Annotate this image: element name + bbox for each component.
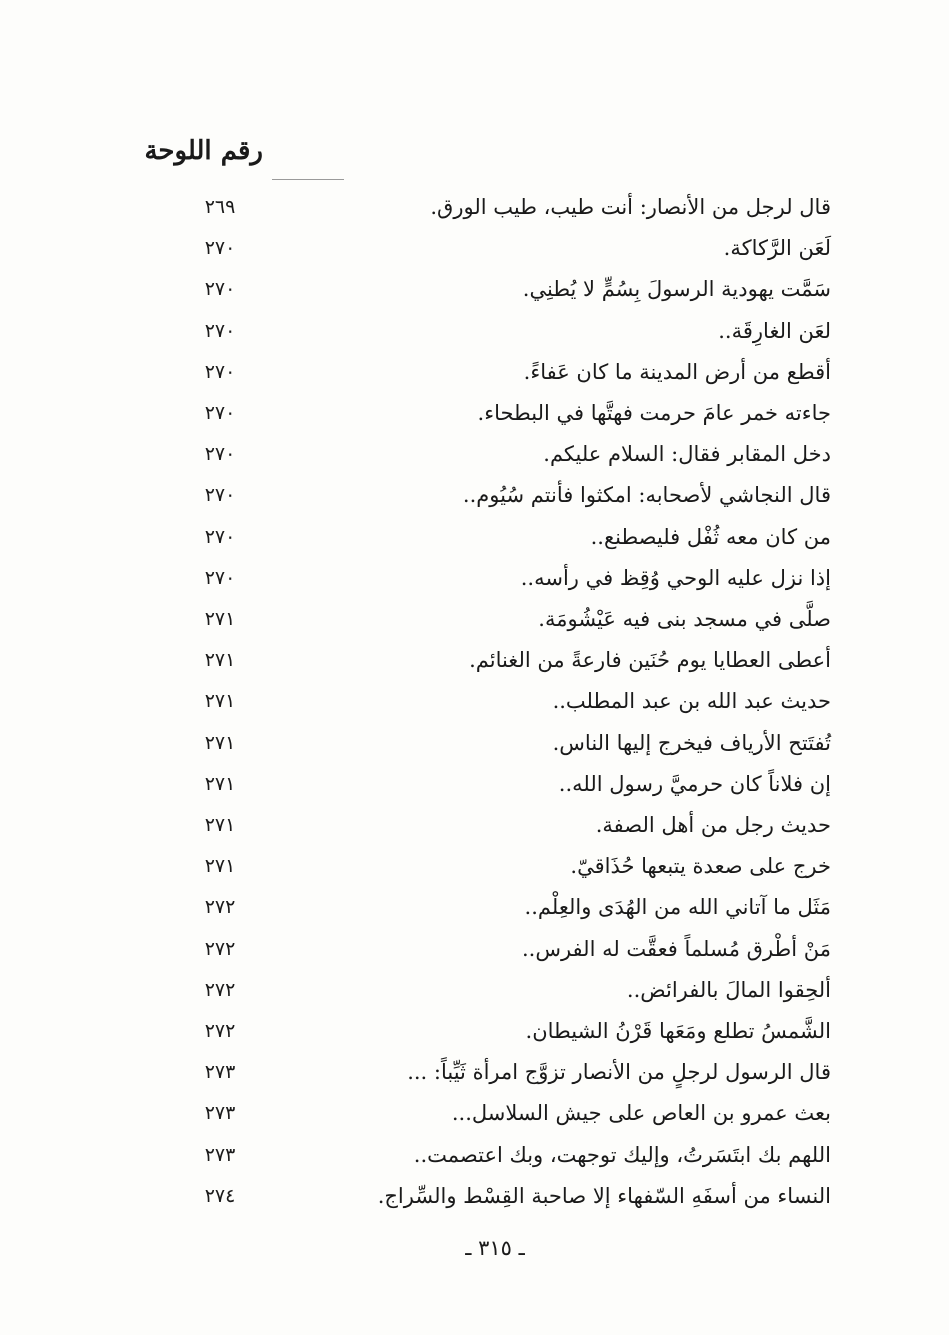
entry-title: أقطع من أرض المدينة ما كان عَفاءً. <box>523 359 831 384</box>
entry-title: قال النجاشي لأصحابه: امكثوا فأنتم سُيُوم.. <box>462 483 831 508</box>
entry-title: الشَّمسُ تطلع ومَعَها قَرْنُ الشيطان. <box>525 1019 831 1043</box>
entry-plate-number: ٢٧٢ <box>204 937 236 960</box>
entry-title: صلَّى في مسجد بنى فيه عَيْشُومَة. <box>538 607 831 631</box>
index-entry <box>0 887 949 927</box>
index-entry <box>0 1011 949 1051</box>
entry-plate-number: ٢٧٠ <box>204 237 236 260</box>
entry-plate-number: ٢٧١ <box>204 649 236 672</box>
index-entry <box>0 599 949 639</box>
entry-title: بعث عمرو بن العاص على جيش السلاسل... <box>451 1101 831 1126</box>
entry-title: النساء من أسفَهِ السّفهاء إلا صاحبة القِسْط والسِّراج. <box>377 1183 831 1208</box>
entry-plate-number: ٢٧٣ <box>204 1143 236 1166</box>
entry-title: خرج على صعدة يتبعها حُذَاقيّ. <box>570 854 831 879</box>
index-entry <box>0 228 949 268</box>
index-entry <box>0 187 949 227</box>
index-entry <box>0 517 949 557</box>
entry-plate-number: ٢٧٤ <box>204 1184 236 1207</box>
entry-plate-number: ٢٧١ <box>204 608 236 630</box>
entry-plate-number: ٢٧٠ <box>204 360 236 383</box>
entry-title: من كان معه ثُفْل فليصطنع.. <box>590 524 831 549</box>
entry-plate-number: ٢٧٠ <box>204 278 236 301</box>
entry-plate-number: ٢٧٠ <box>204 525 236 548</box>
entry-plate-number: ٢٧٠ <box>204 566 236 589</box>
index-entry <box>0 1135 949 1175</box>
entry-title: جاءته خمر عامَ حرمت فهتَّها في البطحاء. <box>477 401 831 425</box>
entry-plate-number: ٢٧٠ <box>204 443 236 466</box>
entry-title: لعَن الغارِقَة.. <box>718 318 831 343</box>
entry-title: ألحِقوا المالَ بالفرائض.. <box>626 977 831 1002</box>
entry-plate-number: ٢٧١ <box>204 690 236 713</box>
entry-title: قال الرسول لرجلٍ من الأنصار تزوَّج امرأة ثَيِّباً: ... <box>407 1060 831 1085</box>
entry-plate-number: ٢٧٢ <box>204 1020 236 1042</box>
entry-plate-number: ٢٧٣ <box>204 1102 236 1125</box>
column-header-plate-number: رقم اللوحة <box>144 136 263 166</box>
entry-title: دخل المقابر فقال: السلام عليكم. <box>543 442 831 467</box>
entry-title: أعطى العطايا يوم حُنَين فارعةً من الغنائم. <box>469 648 831 673</box>
entry-plate-number: ٢٧١ <box>204 814 236 836</box>
entry-title: تُفتَتح الأرياف فيخرج إليها الناس. <box>552 730 831 755</box>
index-entry <box>0 558 949 598</box>
entry-plate-number: ٢٧٣ <box>204 1061 236 1084</box>
entry-title: اللهم بك ابتَسَرتُ، وإليك توجهت، وبك اعتصمت.. <box>413 1142 831 1167</box>
index-entry <box>0 805 949 845</box>
index-entry <box>0 352 949 392</box>
index-entry <box>0 640 949 680</box>
index-entry <box>0 681 949 721</box>
entry-plate-number: ٢٧٠ <box>204 319 236 342</box>
entry-title: لَعَن الرَّكاكة. <box>723 236 831 261</box>
entry-title: مَنْ أطْرق مُسلماً فعقَّت له الفرس.. <box>521 936 831 961</box>
entry-title: قال لرجل من الأنصار: أنت طيب، طيب الورق. <box>430 195 831 219</box>
entry-title: إذا نزل عليه الوحي وُقِظ في رأسه.. <box>520 565 831 590</box>
index-entry <box>0 970 949 1010</box>
index-entry <box>0 1176 949 1216</box>
entry-title: حديث عبد الله بن عبد المطلب.. <box>552 689 831 714</box>
index-entry <box>0 929 949 969</box>
entry-title: حديث رجل من أهل الصفة. <box>595 813 831 837</box>
entry-plate-number: ٢٧١ <box>204 731 236 754</box>
entry-plate-number: ٢٧٢ <box>204 896 236 919</box>
entry-title: سَمَّت يهودية الرسولَ بِسُمٍّ لا يُطنِي. <box>522 277 831 302</box>
index-entry <box>0 393 949 433</box>
index-entry <box>0 764 949 804</box>
index-entry <box>0 723 949 763</box>
entry-title: مَثَل ما آتاني الله من الهُدَى والعِلْم.. <box>524 895 831 920</box>
entry-plate-number: ٢٧٠ <box>204 484 236 507</box>
index-entry <box>0 311 949 351</box>
entry-plate-number: ٢٧١ <box>204 855 236 878</box>
page-number: ـ ٣١٥ ـ <box>465 1236 525 1260</box>
entry-title: إن فلاناً كان حرميَّ رسول الله.. <box>558 771 831 796</box>
entry-plate-number: ٢٧٠ <box>204 402 236 424</box>
entry-plate-number: ٢٧٢ <box>204 978 236 1001</box>
index-entry <box>0 434 949 474</box>
index-entry <box>0 1052 949 1092</box>
index-entry <box>0 269 949 309</box>
entry-plate-number: ٢٦٩ <box>204 196 236 218</box>
index-entry <box>0 475 949 515</box>
index-entry <box>0 1093 949 1133</box>
entry-plate-number: ٢٧١ <box>204 772 236 795</box>
index-entry <box>0 846 949 886</box>
